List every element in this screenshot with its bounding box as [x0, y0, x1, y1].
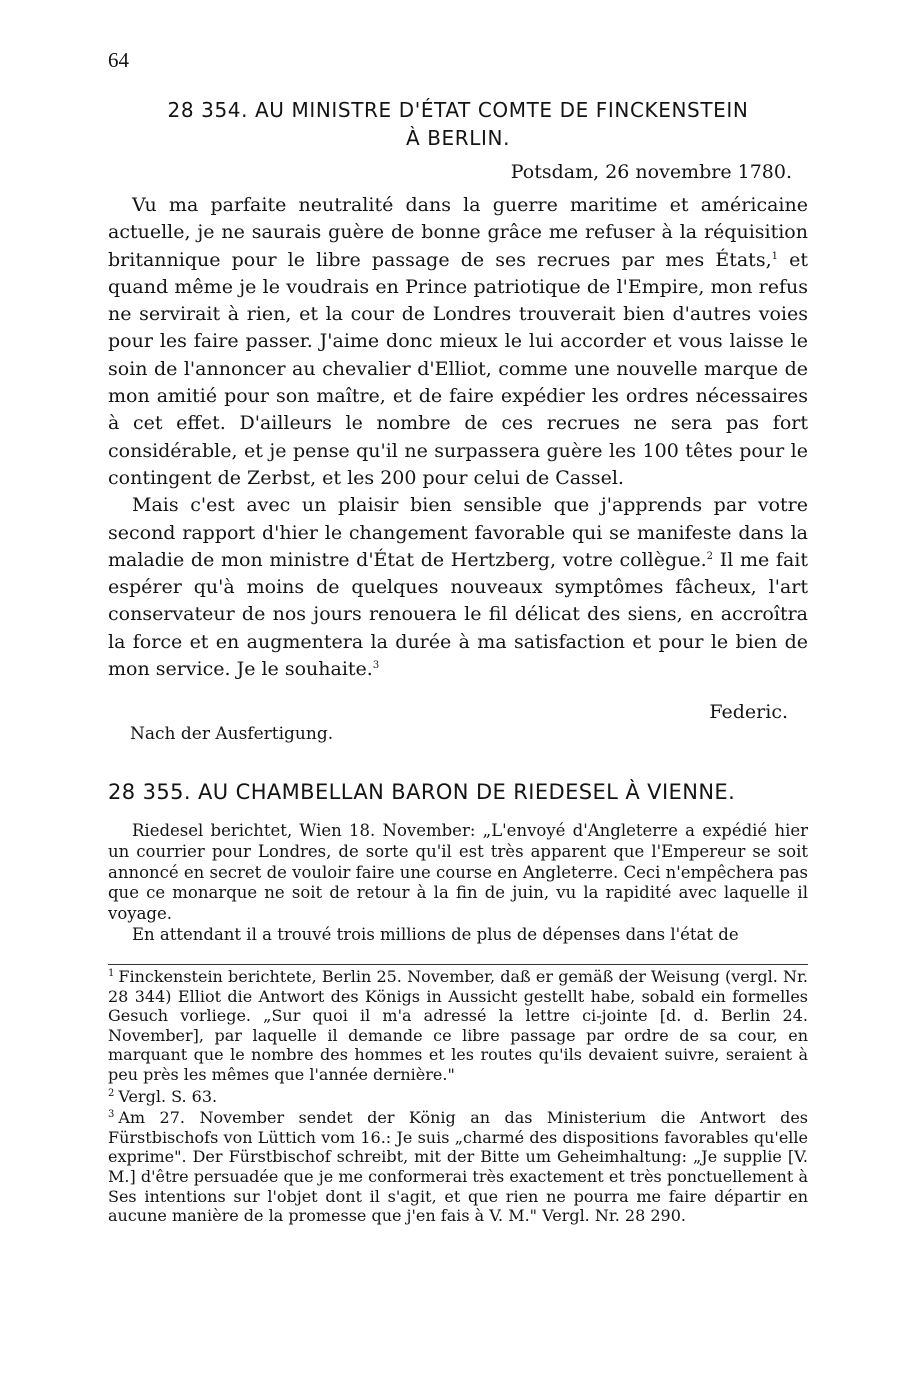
signature: Federic.: [709, 701, 788, 723]
footnote: [108, 1108, 808, 1226]
source-note: Nach der Ausfertigung.: [130, 724, 334, 744]
letter-heading: 28 355. AU CHAMBELLAN BARON DE RIEDESEL À VIENNE.: [108, 780, 736, 804]
footnote-text: Am 27. November sendet der König an das Ministerium die Antwort des Fürstbischofs von Lüttich vom 16.: Je suis „charmé des dispositions favorables qu'elle exprime". Der Fürstbischof schreibt, mit der Bitte um Geheimhaltung: „Je supplie [V. M.] d'être persuadée que je me conformerai très exactement et très ponctuellement à Ses intentions sur l'objet dont il s'agit, et que rien ne pourra me faire départir en aucune manière de la promesse que j'en fais à V. M." Vergl. Nr. 28 290.: [108, 1108, 808, 1226]
letter-body: [108, 821, 808, 946]
page-number: 64: [108, 48, 129, 72]
paragraph-text: Vu ma parfaite neutralité dans la guerre maritime et américaine actuelle, je ne saurais guère de bonne grâce me refuser à la réquisition britannique pour le libre passage de ses recrues par mes États,: [108, 194, 808, 271]
footnote-text: Finckenstein berichtete, Berlin 25. November, daß er gemäß der Weisung (vergl. Nr. 28 344) Elliot die Antwort des Königs in Aussicht gestellt habe, sobald ein formelles Gesuch vorliege. „Sur quoi il m'a adressé la lettre ci-jointe [d. d. Berlin 24. November], par laquelle il demande ce libre passage par ordre de sa cour, en marquant que le nombre des hommes et les routes qu'ils devaient suivre, seraient à peu près les mêmes que l'année dernière.": [108, 967, 808, 1084]
footnote-ref: 2: [706, 550, 714, 562]
footnote-ref: 3: [372, 660, 380, 672]
paragraph: [108, 192, 808, 492]
letter-heading: [108, 96, 808, 152]
footnote-text: Vergl. S. 63.: [118, 1086, 218, 1106]
paragraph-text: Il me fait espérer qu'à moins de quelques nouveaux symptômes fâcheux, l'art conservateur de nos jours renouera le fil délicat des siens, en accroîtra la force et en augmentera la durée à ma satisfaction et pour le bien de mon service. Je le souhaite.: [108, 548, 808, 681]
letter-heading-line2: À BERLIN.: [405, 126, 511, 150]
paragraph: En attendant il a trouvé trois millions de plus de dépenses dans l'état de: [132, 924, 739, 944]
paragraph: Riedesel berichtet, Wien 18. November: „L'envoyé d'Angleterre a expédié hier un courrier pour Londres, de sorte qu'il est très apparent que l'Empereur se soit annoncé en secret de vouloir faire une course en Angleterre. Ceci n'empêchera pas que ce monarque ne soit de retour à la fin de juin, vu la rapidité avec laquelle il voyage.: [108, 821, 808, 924]
paragraph: [108, 492, 808, 683]
footnote-mark: 1: [108, 968, 115, 979]
footnote: [108, 967, 808, 1085]
footnote-divider: [108, 964, 808, 965]
footnote-mark: 3: [108, 1109, 115, 1121]
footnotes: [108, 967, 808, 1228]
footnote: [108, 1087, 808, 1107]
footnote-mark: 2: [108, 1087, 115, 1099]
letter-body: [108, 192, 808, 683]
footnote-ref: 1: [771, 250, 778, 262]
paragraph-text: et quand même je le voudrais en Prince patriotique de l'Empire, mon refus ne servirait à rien, et la cour de Londres trouverait bien d'autres voies pour les faire passer. J'aime donc mieux le lui accorder et vous laisse le soin de l'annoncer au chevalier d'Elliot, comme une nouvelle marque de mon amitié pour son maître, et de faire expédier les ordres nécessaires à cet effet. D'ailleurs le nombre de ces recrues ne sera pas fort considérable, et je pense qu'il ne surpassera guère les 100 têtes pour le contingent de Zerbst, et les 200 pour celui de Cassel.: [108, 248, 809, 489]
place-date: Potsdam, 26 novembre 1780.: [510, 161, 792, 183]
letter-heading-line1: 28 354. AU MINISTRE D'ÉTAT COMTE DE FINCKENSTEIN: [167, 98, 749, 122]
paragraph-text: Mais c'est avec un plaisir bien sensible que j'apprends par votre second rapport d'hier le changement favorable qui se manifeste dans la maladie de mon ministre d'État de Hertzberg, votre collègue.: [108, 494, 808, 571]
